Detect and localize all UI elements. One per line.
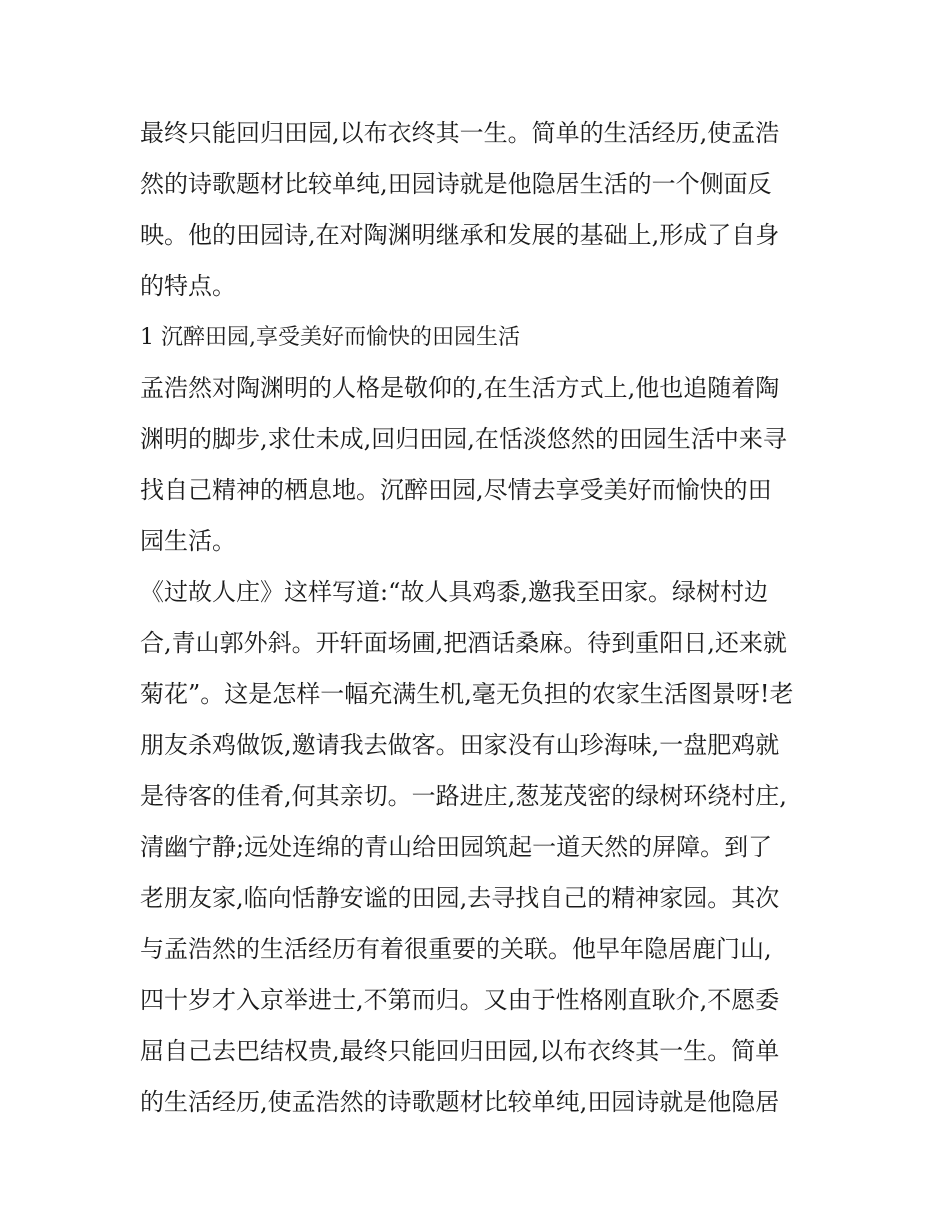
text-line: 映。他的田园诗,在对陶渊明继承和发展的基础上,形成了自身	[140, 221, 780, 249]
text-line: 最终只能回归田园,以布衣终其一生。简单的生活经历,使孟浩	[140, 119, 780, 147]
text-line: 菊花”。这是怎样一幅充满生机,毫无负担的农家生活图景呀!老	[140, 680, 794, 708]
text-line: 合,青山郭外斜。开轩面场圃,把酒话桑麻。待到重阳日,还来就	[140, 629, 787, 657]
text-line: 清幽宁静;远处连绵的青山给田园筑起一道天然的屏障。到了	[140, 833, 773, 861]
paragraph-3	[140, 567, 820, 1128]
text-line: 《过故人庄》这样写道:“故人具鸡黍,邀我至田家。绿树村边	[140, 578, 768, 606]
section-heading-text: 1 沉醉田园,享受美好而愉快的田园生活	[140, 325, 520, 350]
text-line: 屈自己去巴结权贵,最终只能回归田园,以布衣终其一生。简单	[140, 1037, 780, 1065]
section-heading	[140, 312, 820, 363]
text-line: 老朋友家,临向恬静安谧的田园,去寻找自己的精神家园。其次	[140, 884, 780, 912]
text-line: 四十岁才入京举进士,不第而归。又由于性格刚直耿介,不愿委	[140, 986, 780, 1014]
text-line: 的生活经历,使孟浩然的诗歌题材比较单纯,田园诗就是他隐居	[140, 1088, 780, 1116]
text-line: 然的诗歌题材比较单纯,田园诗就是他隐居生活的一个侧面反	[140, 170, 772, 198]
text-line: 的特点。	[140, 272, 236, 300]
text-line: 朋友杀鸡做饭,邀请我去做客。田家没有山珍海味,一盘肥鸡就	[140, 731, 780, 759]
paragraph-1	[140, 108, 820, 312]
text-line: 孟浩然对陶渊明的人格是敬仰的,在生活方式上,他也追随着陶	[140, 374, 780, 402]
document-body	[140, 108, 820, 1128]
text-line: 与孟浩然的生活经历有着很重要的关联。他早年隐居鹿门山,	[140, 935, 772, 963]
text-line: 找自己精神的栖息地。沉醉田园,尽情去享受美好而愉快的田	[140, 476, 772, 504]
paragraph-2	[140, 363, 820, 567]
text-line: 是待客的佳肴,何其亲切。一路进庄,葱茏茂密的绿树环绕村庄,	[140, 782, 787, 810]
text-line: 园生活。	[140, 527, 236, 555]
text-line: 渊明的脚步,求仕未成,回归田园,在恬淡悠然的田园生活中来寻	[140, 425, 787, 453]
